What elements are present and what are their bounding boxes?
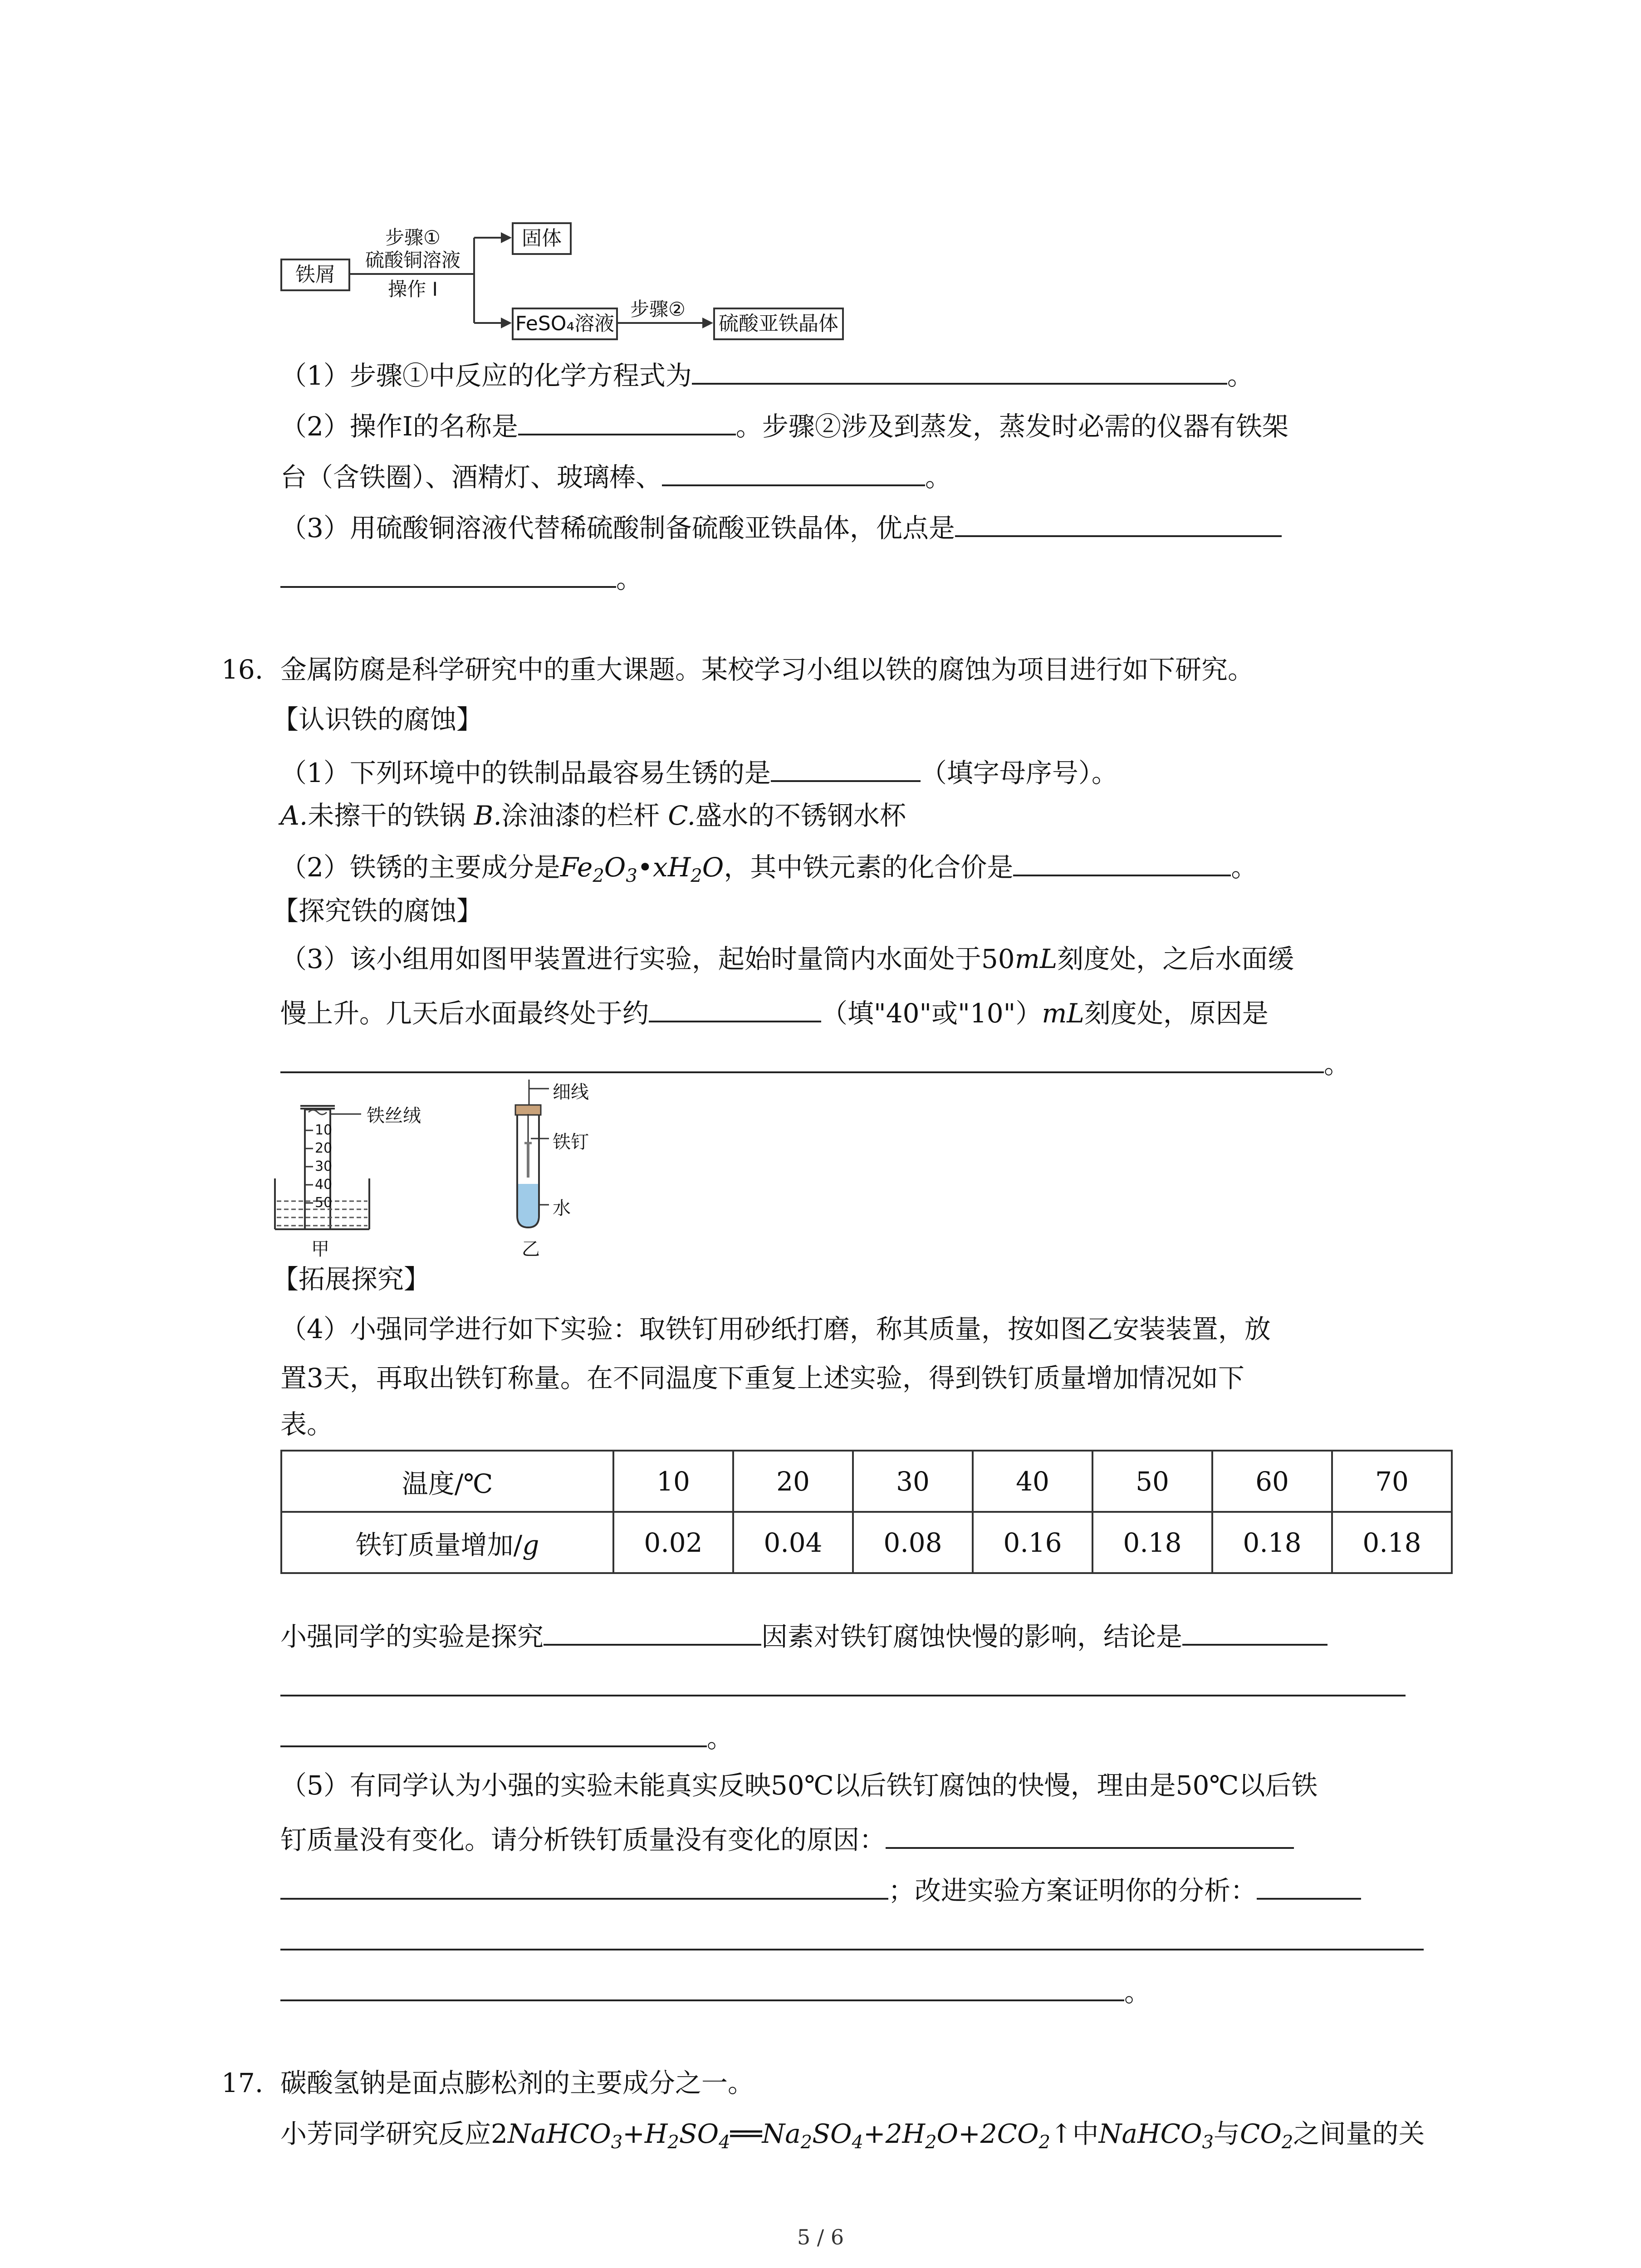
q16-part3-line2 xyxy=(280,992,1269,1031)
figure-b-label-thread: 细线 xyxy=(553,1082,589,1103)
q16-option-a: 未擦干的铁锅 xyxy=(308,800,466,831)
q17-intro: 碳酸氢钠是面点膨松剂的主要成分之一。 xyxy=(280,2068,754,2098)
q16-part5-line3 xyxy=(280,1869,1361,1909)
q16-part2-text-a: （2）铁锈的主要成分是 xyxy=(280,852,560,883)
q16-part4-line3: 表。 xyxy=(280,1409,333,1440)
q16-answer-blank-7a[interactable] xyxy=(886,1818,1294,1849)
q15-part3-line2 xyxy=(280,557,642,597)
q16-part2-end: 。 xyxy=(1231,852,1258,883)
q17-equation-line: 小芳同学研究反应$2NaHCO_3+H_2SO_4══Na_2SO_4+2H_2O+2CO_2↑$中NaHCO$_3$与$CO_2$之间量的关 xyxy=(280,2118,1425,2153)
table-cell: 0.08 xyxy=(853,1512,973,1573)
q15-part2-end: 。 xyxy=(925,462,952,493)
q17-formula-co2: $CO_2$ xyxy=(1239,2118,1293,2153)
q16-answer-blank-1[interactable] xyxy=(771,751,921,782)
table-cell: 0.04 xyxy=(733,1512,853,1573)
q16-answer-blank-5[interactable] xyxy=(544,1615,761,1646)
table-cell: 0.02 xyxy=(613,1512,733,1573)
q16-intro: 金属防腐是科学研究中的重大课题。某校学习小组以铁的腐蚀为项目进行如下研究。 xyxy=(280,654,1254,685)
q15-answer-blank-2[interactable] xyxy=(518,405,736,435)
table-cell: 0.18 xyxy=(1332,1512,1452,1573)
q16-part2 xyxy=(280,846,1257,894)
q16-part5-line2 xyxy=(280,1818,1294,1858)
q16-answer-blank-8c[interactable] xyxy=(280,1970,1124,2001)
q16-option-c-letter: C. xyxy=(668,800,696,831)
q15-answer-blank-3[interactable] xyxy=(662,455,925,486)
q15-part3-text: （3）用硫酸铜溶液代替稀硫酸制备硫酸亚铁晶体，优点是 xyxy=(280,513,955,543)
flow-box-product: 硫酸亚铁晶体 xyxy=(713,308,844,340)
figure-b-label-water: 水 xyxy=(553,1198,571,1219)
table-row xyxy=(281,1512,1452,1573)
table-cell: 50 xyxy=(1092,1451,1212,1512)
table-header-temperature: 温度/℃ xyxy=(281,1451,613,1512)
q15-part2-text-a: （2）操作Ⅰ的名称是 xyxy=(280,411,518,442)
q16-answer-blank-3[interactable] xyxy=(649,992,821,1022)
q16-part3-text-d: （填"40"或"10"） xyxy=(821,998,1042,1029)
q16-part5-line5 xyxy=(280,1970,1151,2010)
q16-answer-blank-6c[interactable] xyxy=(280,1716,707,1747)
q16-answer-blank-8a[interactable] xyxy=(1257,1869,1361,1900)
q16-part3-text-a: （3）该小组用如图甲装置进行实验，起始时量筒内水面处于50 xyxy=(280,943,1015,974)
figure-a-tick-10: 10 xyxy=(315,1122,333,1138)
table-cell: 0.18 xyxy=(1092,1512,1212,1573)
table-cell: 70 xyxy=(1332,1451,1452,1512)
q16-option-a-letter: A. xyxy=(280,800,308,831)
q17-text-a: 小芳同学研究反应2 xyxy=(280,2118,508,2149)
q16-part3-line1 xyxy=(280,941,1294,977)
q16-answer-blank-8b[interactable] xyxy=(280,1920,1424,1950)
q16-part1-text-a: （1）下列环境中的铁制品最容易生锈的是 xyxy=(280,758,771,788)
table-cell: 40 xyxy=(973,1451,1092,1512)
table-header-mass: 铁钉质量增加/g xyxy=(281,1512,613,1573)
q16-part4-line1: （4）小强同学进行如下实验：取铁钉用砂纸打磨，称其质量，按如图乙安装装置，放 xyxy=(280,1314,1271,1344)
table-cell: 0.16 xyxy=(973,1512,1092,1573)
q16-part3-text-b: 刻度处，之后水面缓 xyxy=(1057,943,1294,974)
figure-b-label-nail: 铁钉 xyxy=(553,1132,589,1153)
q16-part3-text-e: 刻度处，原因是 xyxy=(1084,998,1269,1029)
q15-part2-text-c: 台（含铁圈）、酒精灯、玻璃棒、 xyxy=(280,462,662,493)
q16-section-extend: 【拓展探究】 xyxy=(272,1264,431,1295)
q16-answer-blank-7b[interactable] xyxy=(280,1869,888,1900)
flow-label-step2: 步骤② xyxy=(630,298,686,320)
flow-label-step1: 步骤① xyxy=(385,226,441,249)
q15-answer-blank-1[interactable] xyxy=(692,354,1227,385)
flow-box-feso4-solution: FeSO₄溶液 xyxy=(512,308,618,340)
q16-answer-blank-6a[interactable] xyxy=(1182,1615,1327,1646)
q16-part5-line4 xyxy=(280,1920,1424,1960)
q16-answer-blank-4[interactable] xyxy=(280,1042,1324,1073)
q16-part3-unit-a: mL xyxy=(1014,943,1058,974)
table-cell: 10 xyxy=(613,1451,733,1512)
figure-a-caption: 甲 xyxy=(311,1239,329,1260)
q15-part1-end: 。 xyxy=(1227,360,1254,391)
q16-answer-blank-6b[interactable] xyxy=(280,1666,1406,1696)
q16-part5-text-b: 钉质量没有变化。请分析铁钉质量没有变化的原因： xyxy=(280,1824,886,1855)
q16-part5-text-c: ；改进实验方案证明你的分析： xyxy=(888,1875,1257,1906)
gas-arrow-icon: ↑ xyxy=(1050,2118,1073,2149)
figure-a-tick-30: 30 xyxy=(315,1158,333,1174)
q16-option-b: 涂油漆的栏杆 xyxy=(501,800,660,831)
page-number: 5 / 6 xyxy=(797,2225,844,2249)
q16-part3-end: 。 xyxy=(1324,1049,1351,1080)
q16-answer-blank-2[interactable] xyxy=(1013,846,1231,876)
figure-a-tick-40: 40 xyxy=(315,1177,333,1193)
q16-part4-conclusion-line1 xyxy=(280,1615,1327,1655)
flow-box-iron-scrap: 铁屑 xyxy=(280,259,350,291)
q16-option-c: 盛水的不锈钢水杯 xyxy=(696,800,906,831)
q16-part4-conclusion-line3 xyxy=(280,1716,733,1756)
figure-a-tick-50: 50 xyxy=(315,1195,333,1211)
q17-reaction-equation: $NaHCO_3+H_2SO_4══Na_2SO_4+2H_2O+2CO_2$ xyxy=(507,2118,1050,2153)
q15-part3-end: 。 xyxy=(616,563,643,594)
q16-section-recognize: 【认识铁的腐蚀】 xyxy=(272,704,483,735)
q16-part4-end: 。 xyxy=(707,1723,734,1754)
q16-option-b-letter: B. xyxy=(474,800,502,831)
figure-a-label-steel-wool: 铁丝绒 xyxy=(367,1105,421,1126)
q16-part4-text-d: 小强同学的实验是探究 xyxy=(280,1621,544,1652)
table-cell: 0.18 xyxy=(1212,1512,1332,1573)
table-row xyxy=(281,1451,1452,1512)
q16-part4-text-e: 因素对铁钉腐蚀快慢的影响，结论是 xyxy=(761,1621,1183,1652)
figure-a-tick-20: 20 xyxy=(315,1140,333,1156)
q17-number: 17. xyxy=(221,2068,264,2098)
q15-answer-blank-4b[interactable] xyxy=(280,557,616,588)
q16-part4-line2: 置3天，再取出铁钉称量。在不同温度下重复上述实验，得到铁钉质量增加情况如下 xyxy=(280,1363,1244,1393)
q16-part1-text-b: （填字母序号）。 xyxy=(920,758,1118,788)
q16-part1 xyxy=(280,751,1118,791)
table-cell: 30 xyxy=(853,1451,973,1512)
q15-answer-blank-4a[interactable] xyxy=(955,506,1282,537)
q15-part1 xyxy=(280,354,1254,394)
temperature-mass-table xyxy=(280,1450,1453,1574)
flow-label-reagent: 硫酸铜溶液 xyxy=(365,249,460,271)
q16-part3-unit-d: mL xyxy=(1042,998,1084,1029)
q16-part3-text-c: 慢上升。几天后水面最终处于约 xyxy=(280,998,649,1029)
q15-part2-line2 xyxy=(280,455,951,495)
q15-part2-line1 xyxy=(280,405,1288,445)
flow-box-solid: 固体 xyxy=(512,222,572,255)
q16-part4-conclusion-line2 xyxy=(280,1666,1406,1706)
q16-part2-text-b: ，其中铁元素的化合价是 xyxy=(724,852,1014,883)
q17-formula-nahco3: NaHCO$_3$ xyxy=(1098,2118,1214,2153)
q16-part5-end: 。 xyxy=(1124,1977,1151,2008)
q16-section-explore: 【探究铁的腐蚀】 xyxy=(272,895,483,926)
q15-part2-text-b: 。步骤②涉及到蒸发，蒸发时必需的仪器有铁架 xyxy=(735,411,1288,442)
figure-b-caption: 乙 xyxy=(522,1239,540,1260)
q15-part3-line1 xyxy=(280,506,1282,546)
q16-part5-line1: （5）有同学认为小强的实验未能真实反映50℃以后铁钉腐蚀的快慢，理由是50℃以后铁 xyxy=(280,1770,1318,1801)
q16-number: 16. xyxy=(221,654,264,685)
q15-part1-text: （1）步骤①中反应的化学方程式为 xyxy=(280,360,692,391)
table-cell: 20 xyxy=(733,1451,853,1512)
q16-part3-line3 xyxy=(280,1042,1350,1082)
q16-options xyxy=(280,797,906,834)
table-cell: 60 xyxy=(1212,1451,1332,1512)
q16-rust-formula: $Fe_2O_3•xH_2O$ xyxy=(560,852,724,886)
flow-label-operation: 操作 I xyxy=(388,278,438,300)
